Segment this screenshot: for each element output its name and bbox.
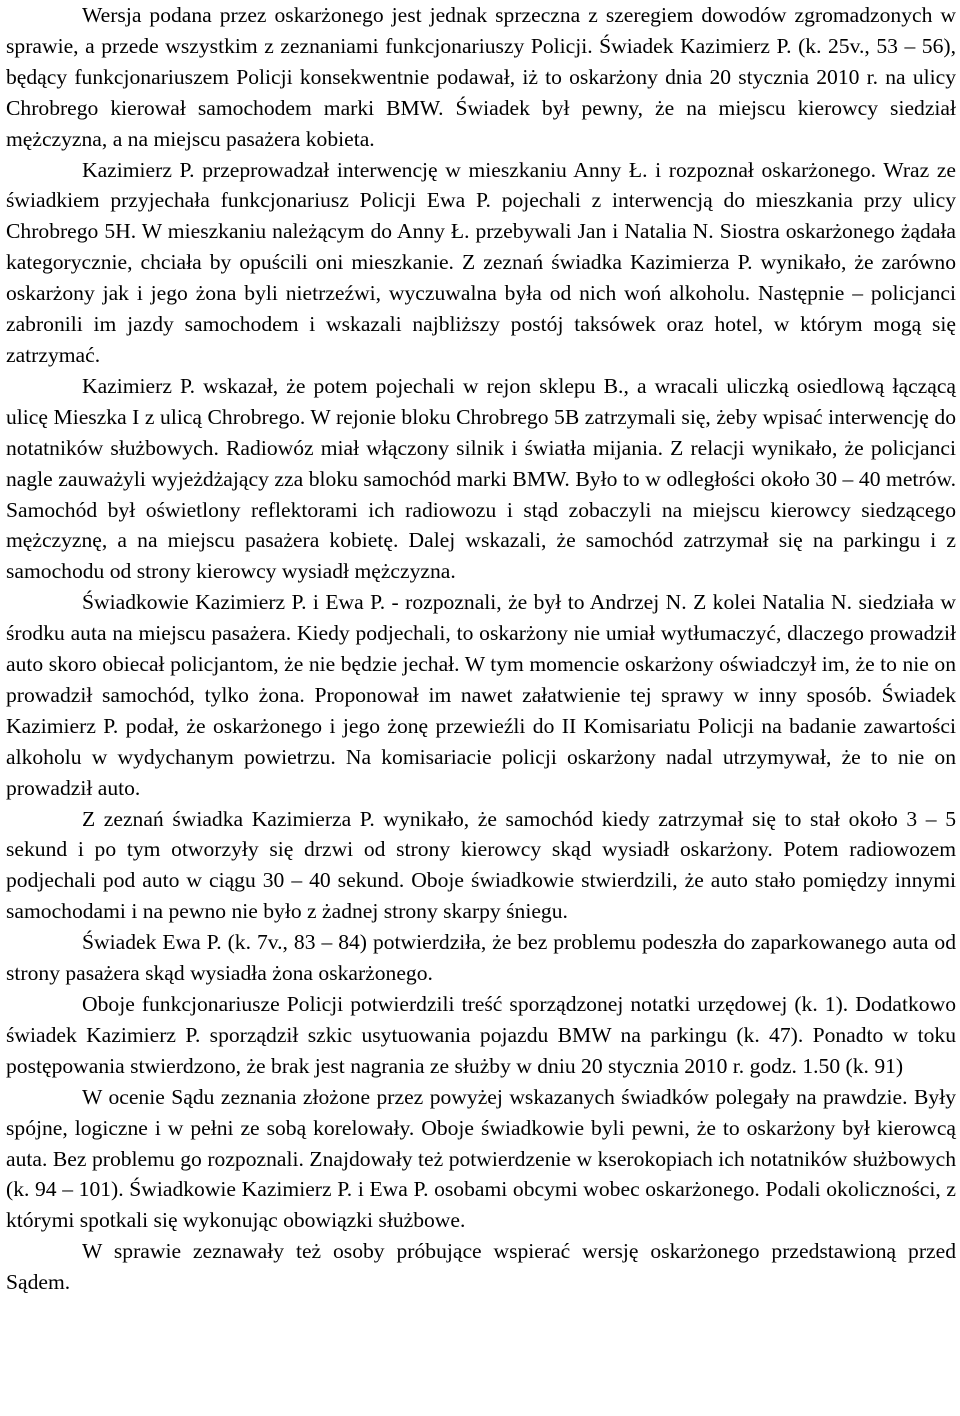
paragraph-7: Oboje funkcjonariusze Policji potwierdzili treść sporządzonej notatki urzędowej (k. 1). Dodatkowo świadek Kazimierz P. sporządził szkic usytuowania pojazdu BMW na parkingu (k. 47). Ponadto w toku postępowania stwierdzono, że brak jest nagrania ze służby w dniu 20 stycznia 2010 r. godz. 1.50 (k. 91) — [6, 992, 956, 1078]
paragraph-6: Świadek Ewa P. (k. 7v., 83 – 84) potwierdziła, że bez problemu podeszła do zaparkowanego auta od strony pasażera skąd wysiadła żona oskarżonego. — [6, 930, 956, 986]
paragraph-1: Wersja podana przez oskarżonego jest jednak sprzeczna z szeregiem dowodów zgromadzonych w sprawie, a przede wszystkim z zeznaniami funkcjonariuszy Policji. Świadek Kazimierz P. (k. 25v., 53 – 56), będący funkcjonariuszem Policji konsekwentnie podawał, iż to oskarżony dnia 20 stycznia 2010 r. na ulicy Chrobrego kierował samochodem marki BMW. Świadek był pewny, że na miejscu kierowcy siedział mężczyzna, a na miejscu pasażera kobieta. — [6, 3, 956, 151]
document-page — [6, 0, 956, 1298]
paragraph-4: Świadkowie Kazimierz P. i Ewa P. - rozpoznali, że był to Andrzej N. Z kolei Natalia N. siedziała w środku auta na miejscu pasażera. Kiedy podjechali, to oskarżony nie umiał wytłumaczyć, dlaczego prowadził auto skoro obiecał policjantom, że nie będzie jechał. W tym momencie oskarżony oświadczył im, że to nie on prowadził samochód, tylko żona. Proponował im nawet załatwienie tej sprawy w inny sposób. Świadek Kazimierz P. podał, że oskarżonego i jego żonę przewieźli do II Komisariatu Policji na badanie zawartości alkoholu w wydychanym powietrzu. Na komisariacie policji oskarżony nadal utrzymywał, że to nie on prowadził auto. — [6, 590, 956, 800]
paragraph-5: Z zeznań świadka Kazimierza P. wynikało, że samochód kiedy zatrzymał się to stał około 3 – 5 sekund i po tym otworzyły się drzwi od strony kierowcy skąd wysiadł oskarżony. Potem radiowozem podjechali pod auto w ciągu 30 – 40 sekund. Oboje świadkowie stwierdzili, że auto stało pomiędzy innymi samochodami i na pewno nie było z żadnej strony skarpy śniegu. — [6, 806, 956, 924]
paragraph-2: Kazimierz P. przeprowadzał interwencję w mieszkaniu Anny Ł. i rozpoznał oskarżonego. Wraz ze świadkiem przyjechała funkcjonariusz Policji Ewa P. pojechali z interwencją do mieszkania przy ulicy Chrobrego 5H. W mieszkaniu należącym do Anny Ł. przebywali Jan i Natalia N. Siostra oskarżonego żądała kategorycznie, chciała by opuścili oni mieszkanie. Z zeznań świadka Kazimierza P. wynikało, że zarówno oskarżony jak i jego żona byli nietrzeźwi, wyczuwalna była od nich woń alkoholu. Następnie – policjanci zabronili im jazdy samochodem i wskazali najbliższy postój taksówek oraz hotel, w którym mogą się zatrzymać. — [6, 157, 956, 367]
paragraph-9: W sprawie zeznawały też osoby próbujące wspierać wersję oskarżonego przedstawioną przed Sądem. — [6, 1239, 956, 1295]
paragraph-8: W ocenie Sądu zeznania złożone przez powyżej wskazanych świadków polegały na prawdzie. Były spójne, logiczne i w pełni ze sobą korelowały. Oboje świadkowie byli pewni, że to oskarżony był kierowcą auta. Bez problemu go rozpoznali. Znajdowały też potwierdzenie w kserokopiach ich notatników służbowych (k. 94 – 101). Świadkowie Kazimierz P. i Ewa P. osobami obcymi wobec oskarżonego. Podali okoliczności, z którymi spotkali się wykonując obowiązki służbowe. — [6, 1084, 956, 1233]
paragraph-3: Kazimierz P. wskazał, że potem pojechali w rejon sklepu B., a wracali uliczką osiedlową łączącą ulicę Mieszka I z ulicą Chrobrego. W rejonie bloku Chrobrego 5B zatrzymali się, żeby wpisać interwencję do notatników służbowych. Radiowóz miał włączony silnik i światła mijania. Z relacji wynikało, że policjanci nagle zauważyli wyjeżdżający zza bloku samochód marki BMW. Było to w odległości około 30 – 40 metrów. Samochód był oświetlony reflektorami ich radiowozu i stąd zobaczyli na miejscu kierowcy siedzącego mężczyznę, a na miejscu pasażera kobietę. Dalej wskazali, że samochód zatrzymał się na parkingu i z samochodu od strony kierowcy wysiadł mężczyzna. — [6, 373, 956, 584]
